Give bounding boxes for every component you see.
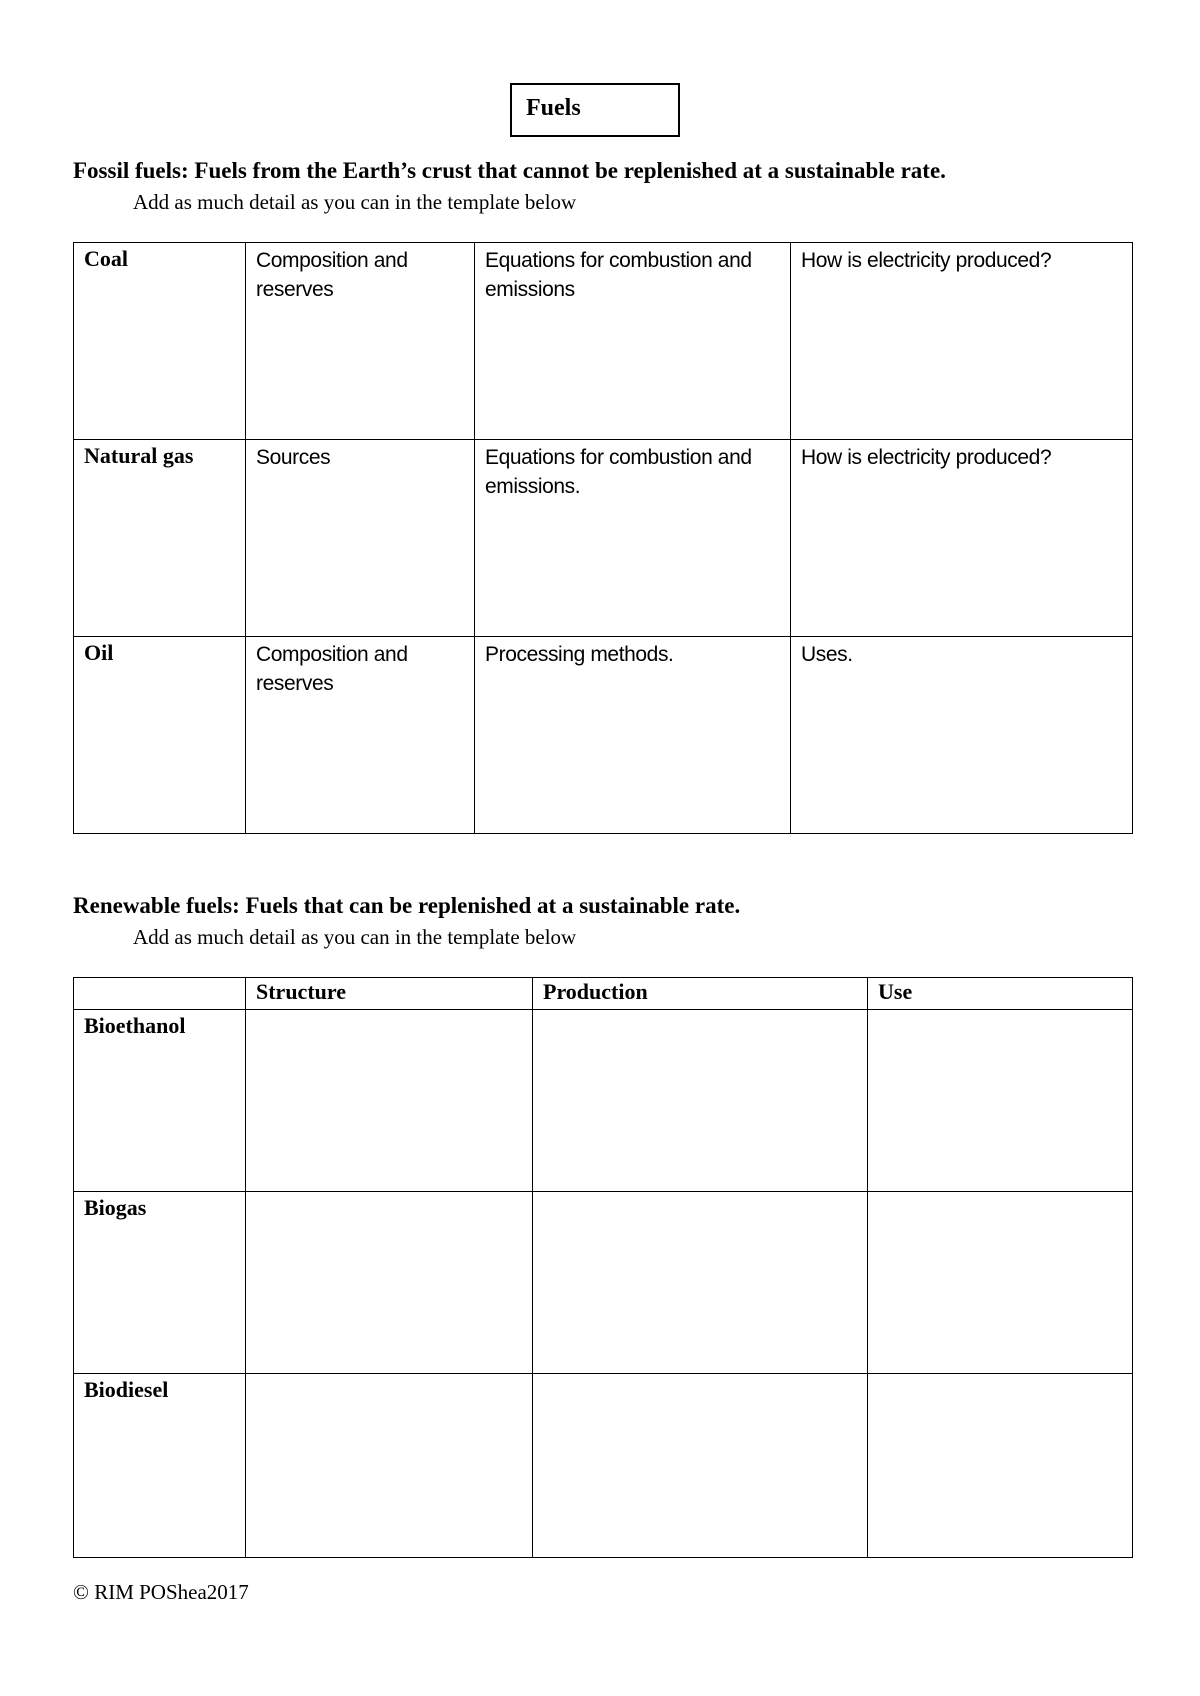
table-cell[interactable]: Processing methods. <box>475 637 791 834</box>
row-label-natural-gas: Natural gas <box>74 440 246 637</box>
row-label-biogas: Biogas <box>74 1192 246 1374</box>
table-cell[interactable] <box>246 1374 533 1558</box>
renewable-fuels-table <box>73 977 1133 1558</box>
table-cell[interactable] <box>868 1374 1133 1558</box>
table-header-row <box>74 978 1133 1010</box>
column-header-production: Production <box>533 978 868 1010</box>
table-cell[interactable] <box>533 1192 868 1374</box>
row-label-bioethanol: Bioethanol <box>74 1010 246 1192</box>
column-header-blank <box>74 978 246 1010</box>
table-cell[interactable]: Composition and reserves <box>246 243 475 440</box>
table-cell[interactable]: Equations for combustion and emissions. <box>475 440 791 637</box>
table-cell[interactable]: How is electricity produced? <box>791 440 1133 637</box>
table-cell[interactable] <box>868 1192 1133 1374</box>
table-cell[interactable]: Equations for combustion and emissions <box>475 243 791 440</box>
table-cell[interactable]: Composition and reserves <box>246 637 475 834</box>
fossil-fuels-instruction: Add as much detail as you can in the template below <box>133 190 577 214</box>
table-cell[interactable]: How is electricity produced? <box>791 243 1133 440</box>
column-header-use: Use <box>868 978 1133 1010</box>
row-label-oil: Oil <box>74 637 246 834</box>
table-cell[interactable] <box>533 1010 868 1192</box>
table-row <box>74 1374 1133 1558</box>
page-title: Fuels <box>510 83 680 137</box>
renewable-fuels-label: Renewable fuels: <box>73 893 240 918</box>
renewable-fuels-instruction: Add as much detail as you can in the template below <box>133 925 577 949</box>
row-label-coal: Coal <box>74 243 246 440</box>
table-cell[interactable] <box>246 1192 533 1374</box>
fossil-fuels-label: Fossil fuels <box>73 158 181 183</box>
table-cell[interactable]: Sources <box>246 440 475 637</box>
table-cell[interactable]: Uses. <box>791 637 1133 834</box>
fossil-fuels-table <box>73 242 1133 834</box>
table-row <box>74 637 1133 834</box>
renewable-fuels-heading <box>73 893 740 919</box>
column-header-structure: Structure <box>246 978 533 1010</box>
row-label-biodiesel: Biodiesel <box>74 1374 246 1558</box>
fossil-fuels-heading <box>73 158 946 184</box>
table-cell[interactable] <box>246 1010 533 1192</box>
renewable-fuels-definition: Fuels that can be replenished at a sustainable rate. <box>239 893 741 918</box>
table-cell[interactable] <box>868 1010 1133 1192</box>
table-row <box>74 440 1133 637</box>
table-row <box>74 243 1133 440</box>
table-row <box>74 1010 1133 1192</box>
fossil-fuels-definition: : Fuels from the Earth’s crust that cannot be replenished at a sustainable rate. <box>180 158 946 183</box>
table-row <box>74 1192 1133 1374</box>
copyright-footer: © RIM POShea2017 <box>73 1580 249 1604</box>
table-cell[interactable] <box>533 1374 868 1558</box>
